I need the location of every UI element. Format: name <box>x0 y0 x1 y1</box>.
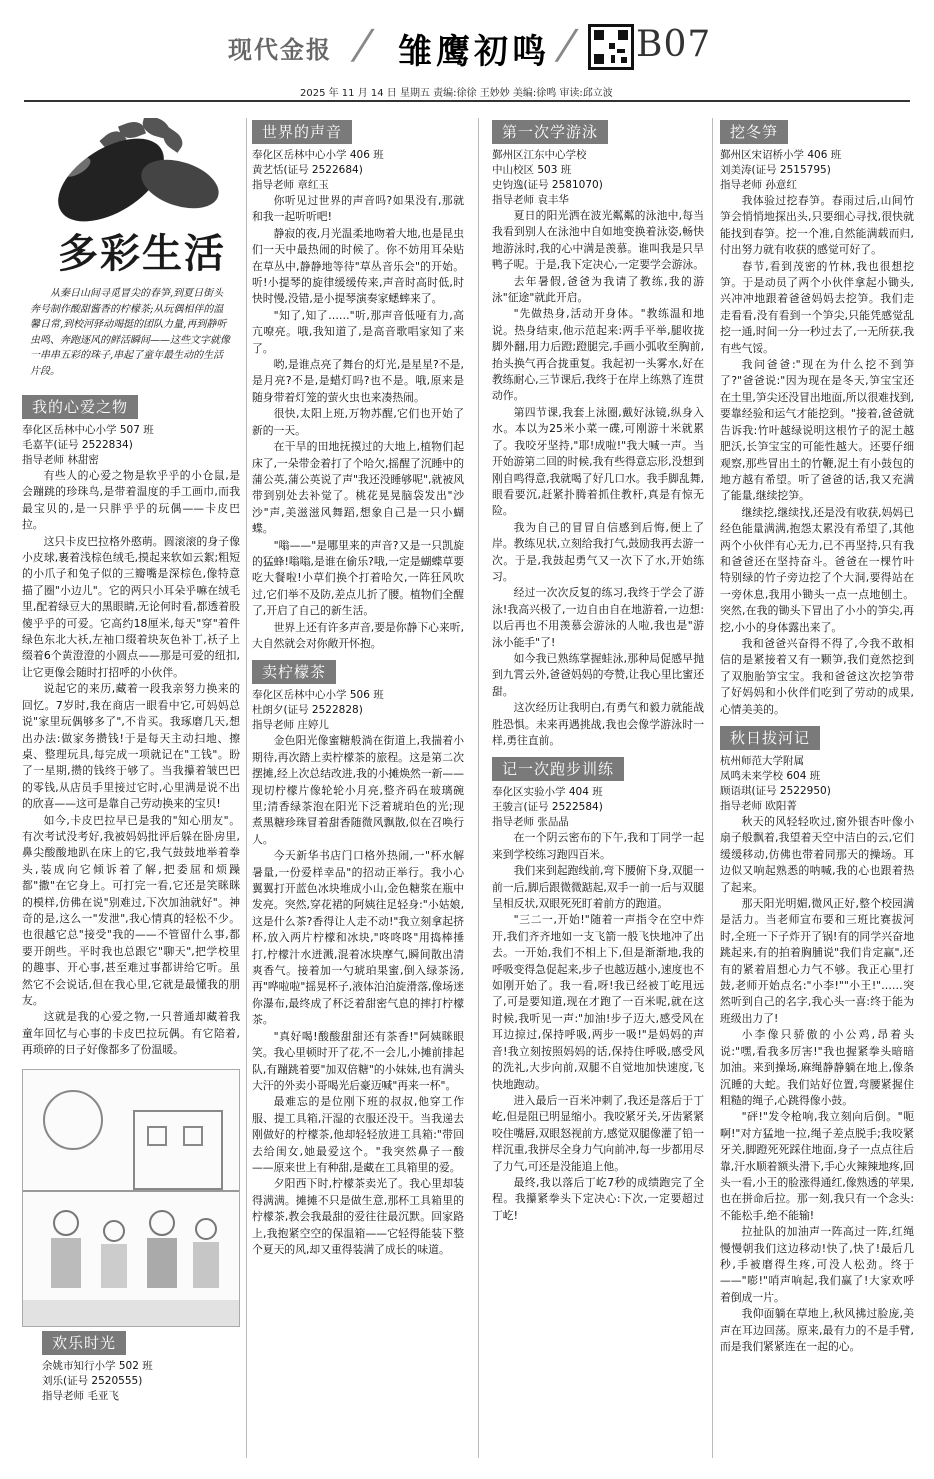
school: 余姚市知行小学 502 班 <box>42 1359 153 1372</box>
article <box>22 1329 240 1404</box>
article-body <box>22 468 240 1059</box>
paragraph: 夕阳西下时,柠檬茶卖光了。我心里却装得满满。摊摊不只是做生意,那杯工具箱里的柠檬茶,教会我最甜的爱往往最沉默。回家路上,我抱紧空空的保温箱——它轻得能装下整个夏天的风,却又重得装满了成长的味道。 <box>252 1177 464 1256</box>
article-meta <box>720 148 914 193</box>
paragraph: 夏日的阳光洒在波光粼粼的泳池中,每当我看到别人在泳池中自如地变换着泳姿,畅快地游泳时,我的心中满是羡慕。谁叫我是只旱鸭子呢。于是,我下定决心,一定要学会游泳。 <box>492 209 704 272</box>
author: 杜朗夕(证号 2522828) <box>252 704 363 717</box>
paragraph: 那天阳光明媚,微风正好,整个校园满是活力。当老师宣布要和三班比赛拔河时,全班一下子炸开了锅!有的同学兴奋地跳起来,有的拍着胸脯说"我们肯定赢",还有的紧着眉想心力气不够。我正心里打鼓,老师开始点名:"小李!""小王!"……突然听到自己的名字,我心头一喜:终于能为班级出力了! <box>720 897 914 1025</box>
column-1 <box>22 118 240 1463</box>
dateline: 2025 年 11 月 14 日 星期五 责编:徐徐 王妙妙 美编:徐鸣 审读:邱立波 <box>300 88 613 99</box>
author: 史钧逸(证号 2581070) <box>492 179 603 191</box>
article-body <box>720 814 914 1355</box>
column-divider <box>712 118 713 1458</box>
paragraph: 在干旱的田地抚摸过的大地上,植物们起床了,一朵带金着打了个哈欠,摇醒了沉睡中的蒲公英,蒲公英说了声"我还没睡够呢",就被风带到别处去补觉了。桃花晃晃脑袋发出"沙沙"声,美滋滋风舞蹈,想象自己是一只小蝴蝶。 <box>252 440 464 536</box>
article-meta <box>720 754 914 814</box>
article-body <box>252 193 464 652</box>
paragraph: 这只卡皮巴拉格外憨萌。圆滚滚的身子像小皮球,裹着浅棕色绒毛,摸起来软如云絮;粗短的小爪子和兔子似的三瓣嘴是深棕色,像特意描了圈"小边儿"。它的两只小耳朵乎嘛在绒毛里,配着绿豆大的黑眼睛,无论何时看,都透着股傻乎乎的可爱。它高约18厘米,每天"穿"着件绿色东北大袄,左袖口缀着块灰色补丁,袄子上缀着6个黄澄澄的小圆点——那是可爱的纽扣,让它更像会随时打招呼的小伙伴。 <box>22 534 240 679</box>
school-campus: 中山校区 503 班 <box>492 164 572 176</box>
article-heading: 我的心爱之物 <box>22 395 138 419</box>
paragraph: 我问爸爸:"现在为什么挖不到笋了?"爸爸说:"因为现在是冬天,笋宝宝还在土里,笋尖还没冒出地面,所以很难找到,要靠经验和运气才能挖到。"接着,爸爸就告诉我:竹叶越绿说明这根竹子的泥土越肥沃,长笋宝宝的可能性越大。还要仔细观察,那些冒出土的竹鞭,泥土有小鼓包的地方越有希望。听了爸爸的话,我又充满了能量,继续挖笋。 <box>720 358 914 503</box>
column-divider <box>246 118 247 1458</box>
paragraph: "三二一,开始!"随着一声指令在空中炸开,我们齐齐地如一支飞箭一般飞快地冲了出去。一开始,我们不相上下,但是渐渐地,我的呼吸变得急促起来,步子也越迈越小,速度也不如刚开始了。我一看,呀!我已经被丁屹甩远了,可是要知道,现在才跑了一百米呢,就在这时候,我听见一声:"加油!步子迈大,感受风在耳边掠过,保持呼吸,两步一吸!"是妈妈的声音!我立刻按照妈妈的话,保持住呼吸,感受风的洗礼,大步向前,双腿不自觉地加快速度,飞快地跑动。 <box>492 913 704 1091</box>
qr-code-icon[interactable] <box>588 24 634 70</box>
masthead <box>0 0 934 99</box>
author: 毛嘉芊(证号 2522834) <box>22 439 133 451</box>
article-meta <box>252 688 464 733</box>
article-heading: 挖冬笋 <box>720 120 788 144</box>
paragraph: 去年暑假,爸爸为我请了教练,我的游泳"征途"就此开启。 <box>492 274 704 305</box>
article-heading: 秋日拔河记 <box>720 726 820 750</box>
paragraph: 最难忘的是位刚下班的叔叔,他穿工作服、提工具箱,汗湿的衣服还没干。当我递去刚做好的柠檬茶,他却轻轻放进工具箱:"带回去给闺女,她最爱这个。"我突然鼻子一酸——原来世上有种甜,是藏在工具箱里的爱。 <box>252 1095 464 1174</box>
article-meta <box>252 148 464 193</box>
article-body <box>492 208 704 749</box>
paragraph: "知了,知了……"听,那声音低哑有力,高亢嘹亮。哦,我知道了,是高音歌唱家知了来了。 <box>252 308 464 355</box>
teacher: 指导老师 张品晶 <box>492 816 569 829</box>
article-heading: 欢乐时光 <box>42 1331 126 1355</box>
paragraph: 经过一次次反复的练习,我终于学会了游泳!我高兴极了,一边自由自在地游着,一边想:以后再也不用羡慕会游泳的人啦,我也是"游泳小能手"了! <box>492 586 704 649</box>
school-campus: 凤鸣未来学校 604 班 <box>720 770 821 782</box>
newspaper-brand: 现代金报 <box>228 35 332 64</box>
page-number: B07 <box>636 24 712 65</box>
paragraph: 说起它的来历,藏着一段我亲努力换来的回忆。7岁时,我在商店一眼看中它,可妈妈总说"家里玩偶够多了",不肯买。我琢磨几天,想出办法:做家务攒钱!于是每天主动扫地、擦桌、整理玩具,每完成一项就记在"工钱"。盼了一星期,攒的钱终于够了。当我攥着皱巴巴的零钱,从店员手里接过它时,心里满是说不出的欣喜——这可是靠自己劳动换来的宝贝! <box>22 682 240 811</box>
paragraph: 如今我已熟练掌握蛙泳,那种局促感早抛到九霄云外,爸爸妈妈的夸赞,让我心里比蜜还甜。 <box>492 651 704 698</box>
section-title: 雏鹰初鸣 <box>398 32 550 72</box>
teacher: 指导老师 章红玉 <box>252 179 329 191</box>
paragraph: 拉扯队的加油声一阵高过一阵,红绳慢慢朝我们这边移动!快了,快了!最后几秒,手被磨得生疼,可没人松劲。终于——"嘭!"哨声响起,我们赢了!大家欢呼着倒成一片。 <box>720 1225 914 1304</box>
column-title: 多彩生活 <box>58 230 226 277</box>
paragraph: 最终,我以落后丁屹7秒的成绩跑完了全程。我攥紧拳头下定决心:下次,一定要超过丁屹! <box>492 1175 704 1222</box>
article-meta <box>492 785 704 830</box>
author: 顾语琪(证号 2522950) <box>720 785 831 797</box>
sweet-potato-illustration <box>22 118 240 278</box>
author: 刘美涛(证号 2515795) <box>720 164 831 176</box>
school: 奉化区岳林中心小学 406 班 <box>252 149 384 161</box>
school: 鄞州区江东中心学校 <box>492 149 587 161</box>
paragraph: 世界上还有许多声音,要是你静下心来听,大自然就会对你敞开怀抱。 <box>252 620 464 650</box>
paragraph: 金色阳光像蜜糖般淌在街道上,我揣着小期待,再次踏上卖柠檬茶的旅程。这是第二次摆摊,经上次总结改进,我的小摊焕然一新——现切柠檬片像轮轮小月亮,整齐码在玻璃碗里;清香绿茶泡在阳光下泛着琥珀色的光;现煮黑糖珍珠冒着甜香随微风飘散,似在召唤行人。 <box>252 734 464 846</box>
school: 杭州师范大学附属 <box>720 755 804 767</box>
paragraph: 有些人的心爱之物是软乎乎的小仓鼠,是会蹦跳的珍珠鸟,是带着温度的手工画巾,而我最宝贝的,是一只胖乎乎的玩偶——卡皮巴拉。 <box>22 469 240 532</box>
article-meta <box>22 423 240 468</box>
author: 王骏言(证号 2522584) <box>492 801 603 814</box>
paragraph: 秋天的风轻轻吹过,窗外银杏叶像小扇子般飘着,我望着天空中洁白的云,它们缓缓移动,仿佛也带着同那天的操场。耳边似又响起熟悉的呐喊,我的心也跟着热了起来。 <box>720 815 914 894</box>
paragraph: 继续挖,继续找,还是没有收获,妈妈已经色能量满满,抱怨太累没有希望了,其他两个小伙伴有心无力,已不再坚持,只有我和爸爸还在坚持奋斗。爸爸在一棵竹叶特别绿的竹子旁边挖了个大洞,要得站在一旁休息,我用小锄头一点一点地刨土。突然,在我的锄头下冒出了小小的笋尖,再挖,小小的身体露出来了。 <box>720 505 914 634</box>
paragraph: 如今,卡皮巴拉早已是我的"知心朋友"。有次考试没考好,我被妈妈批评后躲在卧房里,鼻尖酸酸地趴在床上的它,我气鼓鼓地举着拳头,装成向它倾诉着了解,把委屈和烦躁都"撒"在它身上。可打完一看,它还是笑眯眯的模样,仿佛在说"别难过,下次加油就好"。神奇的是,这么一"发泄",我心情真的轻松不少。也很越它总"接受"我的——不管留什么事,都要开朗些。平时我也总跟它"聊天",把学校里的趣事、开心事,甚至难过事都讲给它听。虽然它不会说话,但在我心里,它就是最懂我的朋友。 <box>22 813 240 1007</box>
teacher: 指导老师 孙意红 <box>720 179 797 191</box>
paragraph: 哟,是谁点亮了舞台的灯光,是星星?不是,是月亮?不是,是蜡灯吗?也不是。哦,原来是随身带着灯笼的萤火虫也来凑热闹。 <box>252 358 464 404</box>
paragraph: 你听见过世界的声音吗?如果没有,那就和我一起听听吧! <box>252 194 464 224</box>
column-3 <box>492 118 704 1463</box>
article-heading: 第一次学游泳 <box>492 120 608 144</box>
teacher: 指导老师 庄婷儿 <box>252 719 329 732</box>
teacher: 指导老师 毛亚飞 <box>42 1389 119 1402</box>
paragraph: "真好喝!酸酸甜甜还有茶香!"阿姨眯眼笑。我心里顿时开了花,不一会儿,小摊前排起队,有蹦跳着要"加双倍糖"的小妹妹,也有满头大汗的外卖小哥喝光后豪迈喊"再来一杯"。 <box>252 1029 464 1092</box>
article <box>22 393 240 1059</box>
article <box>492 118 704 749</box>
divider-slash: / <box>552 22 581 68</box>
teacher: 指导老师 欧阳菁 <box>720 800 797 812</box>
paragraph: 这就是我的心爱之物,一只普通却藏着我童年回忆与心事的卡皮巴拉玩偶。有它陪着,再琐碎的日子好像都多了份温暖。 <box>22 1010 240 1057</box>
article-heading: 世界的声音 <box>252 120 352 144</box>
article-meta <box>22 1359 240 1404</box>
paragraph: 我仰面躺在草地上,秋风拂过脸庞,美声在耳边回荡。原来,最有力的不是手臂,而是我们紧紧连在一起的心。 <box>720 1307 914 1353</box>
paragraph: "砰!"发令枪响,我立刻向后倒。"呃啊!"对方猛地一拉,绳子差点脱手;我咬紧牙关,脚蹬死死踩住地面,身子一点点往后靠,汗水顺着额头滑下,手心火辣辣地疼,回头一看,小王的脸涨得通红,像熟透的苹果,也在拼命后拉。那一刻,我只有一个念头:不能松手,绝不能输! <box>720 1110 914 1222</box>
paragraph: 今天新华书店门口格外热闹,一"杯水解暑量,一份爱样幸品"的招动正举行。我小心翼翼打开蓝色冰块堆成小山,金色糖浆在瓶中发亮。突然,穿花裙的阿姨往足轻身:"小姑娘,这是什么茶?香得让人走不动!"我立刻拿起挤杯,放入两片柠檬和冰块,"咚咚咚"用捣棒捶打,柠檬汁水迸溅,混着冰块摩气,瞬间散出清爽香气。接着加一勺琥珀果蜜,倒入绿茶汤,再"哗啦啦"摇晃杯子,液体泊泊旋滑落,像场迷你瀑布,最终成了杯泛着甜密气息的摔打柠檬茶。 <box>252 849 464 1027</box>
paragraph: 我为自己的冒冒自信感到后悔,便上了岸。教练见状,立刻给我打气,鼓励我再去游一次。于是,我鼓起勇气又一次下了水,开始练习。 <box>492 520 704 583</box>
school: 鄞州区宋诏桥小学 406 班 <box>720 149 842 161</box>
article <box>252 658 464 1258</box>
teacher: 指导老师 林甜密 <box>22 454 99 466</box>
paragraph: 第四节课,我套上泳圈,戴好泳镜,纵身入水。本以为25米小菜一碟,可刚游十米就累了。我咬牙坚持,"耶!成啦!"我大喊一声。当开始游第二回的时候,我有些得意忘形,没想到刚自鸣得意,我就喝了好几口水。我手脚乱舞,眼看要沉,赶紧扑腾着抓住教杆,真是有惊无险。 <box>492 405 704 518</box>
article-meta <box>492 148 704 208</box>
article-heading: 卖柠檬茶 <box>252 660 336 684</box>
header-rule <box>24 100 910 102</box>
paragraph: 我和爸爸兴奋得不得了,今我不敢相信的是紧接着又有一颗笋,我们竟然挖到了双胞胎笋宝宝。我和爸爸这次挖笋带了好妈妈和小伙伴们吃到了劳动的成果,心情美美的。 <box>720 636 914 716</box>
column-divider <box>478 118 479 1458</box>
article <box>720 724 914 1355</box>
paragraph: 春节,看到茂密的竹林,我也很想挖笋。于是动员了两个小伙伴拿起小锄头,兴冲冲地跟着爸爸妈妈去挖笋。我们走走看看,没有看到一个笋尖,只能凭感觉乱挖一通,时间一分一秒过去了,一无所获,我有些气馁。 <box>720 259 914 355</box>
school: 奉化区实验小学 404 班 <box>492 786 603 799</box>
article-body <box>720 193 914 718</box>
column-2 <box>252 118 464 1463</box>
author: 刘乐(证号 2520555) <box>42 1374 143 1387</box>
children-drawing <box>22 1069 240 1327</box>
paragraph: 我们来到起跑线前,弯下腰俯下身,双腿一前一后,脚后跟微微踮起,双手一前一后与双腿呈相反状,双眼死死盯着前方的跑道。 <box>492 864 704 911</box>
author: 黄艺恬(证号 2522684) <box>252 164 363 176</box>
article <box>720 118 914 718</box>
paragraph: 静寂的夜,月光温柔地吻着大地,也是昆虫们一天中最热闹的时候了。你不妨用耳朵贴在草丛中,静静地等待"草丛音乐会"的开始。听!小提琴的旋律缓缓传来,声音时高时低,时快时慢,没错,是小提琴演奏家蟋蟀来了。 <box>252 226 464 306</box>
teacher: 指导老师 袁丰华 <box>492 194 569 206</box>
paragraph: "先做热身,活动开身体。"教练温和地说。热身结束,他示范起来:两手平举,腿收拢脚外翻,用力后蹬;蹬腿完,手画小弧收至胸前,抬头换气再合拢重复。我起初一头雾水,好在教练耐心,三节课后,我终于在岸上练熟了连贯动作。 <box>492 307 704 403</box>
paragraph: 这次经历让我明白,有勇气和毅力就能战胜恐惧。未来再遇挑战,我也会像学游泳时一样,勇往直前。 <box>492 701 704 747</box>
article-body <box>492 830 704 1224</box>
paragraph: 我体验过挖春笋。春雨过后,山间竹笋会悄悄地探出头,只要细心寻找,很快就能找到春笋。挖一个准,自然能满载而归,付出努力就有收获的感觉可好了。 <box>720 194 914 257</box>
article <box>492 755 704 1224</box>
paragraph: 进入最后一百米冲刺了,我还是落后于丁屹,但是阻已明显缩小。我咬紧牙关,牙齿紧紧咬住嘴唇,双眼怒视前方,感觉双腿像灌了铅一样沉重,我拼尽全身力气向前冲,每一步都用尽了力气,可还是没能追上他。 <box>492 1093 704 1173</box>
school: 奉化区岳林中心小学 507 班 <box>22 424 154 436</box>
paragraph: "嗡——"是哪里来的声音?又是一只凯旋的猛蜂!嗡嗡,是谁在偷乐?哦,一定是蝴蝶草要吃大餐啦!小草们换个打着哈欠,一阵狂风吹过,它们举不及防,差点儿折了腰。植物们全醒了,开启了自己的新生活。 <box>252 538 464 618</box>
paragraph: 在一个阴云密布的下午,我和丁同学一起来到学校练习跑四百米。 <box>492 831 704 861</box>
divider-slash: / <box>348 22 377 68</box>
intro-text: 从秦日山间寻觅冒尖的春笋,到夏日街头奔号制作酸甜酱香的柠檬茶;从玩偶相伴的温馨日常,到校河驿动竭挺的团队力量,再到静听虫鸣、奔跑逐风的鲜活瞬间——这些文字就像一串串五彩的珠子,串起了童年最生动的生活片段。 <box>30 288 230 377</box>
article-heading: 记一次跑步训练 <box>492 757 624 781</box>
article <box>252 118 464 652</box>
paragraph: 很快,太阳上班,万物苏醒,它们也开始了新的一天。 <box>252 407 464 437</box>
column-4 <box>720 118 914 1463</box>
paragraph: 小李像只骄傲的小公鸡,昂着头说:"嘿,看我多厉害!"我也握紧拳头暗暗加油。来到操场,麻绳静静躺在地上,像条沉睡的大蛇。我们站好位置,弯腰紧握住粗糙的绳子,心跳得像小鼓。 <box>720 1028 914 1107</box>
school: 奉化区岳林中心小学 506 班 <box>252 689 384 702</box>
article-body <box>252 733 464 1258</box>
